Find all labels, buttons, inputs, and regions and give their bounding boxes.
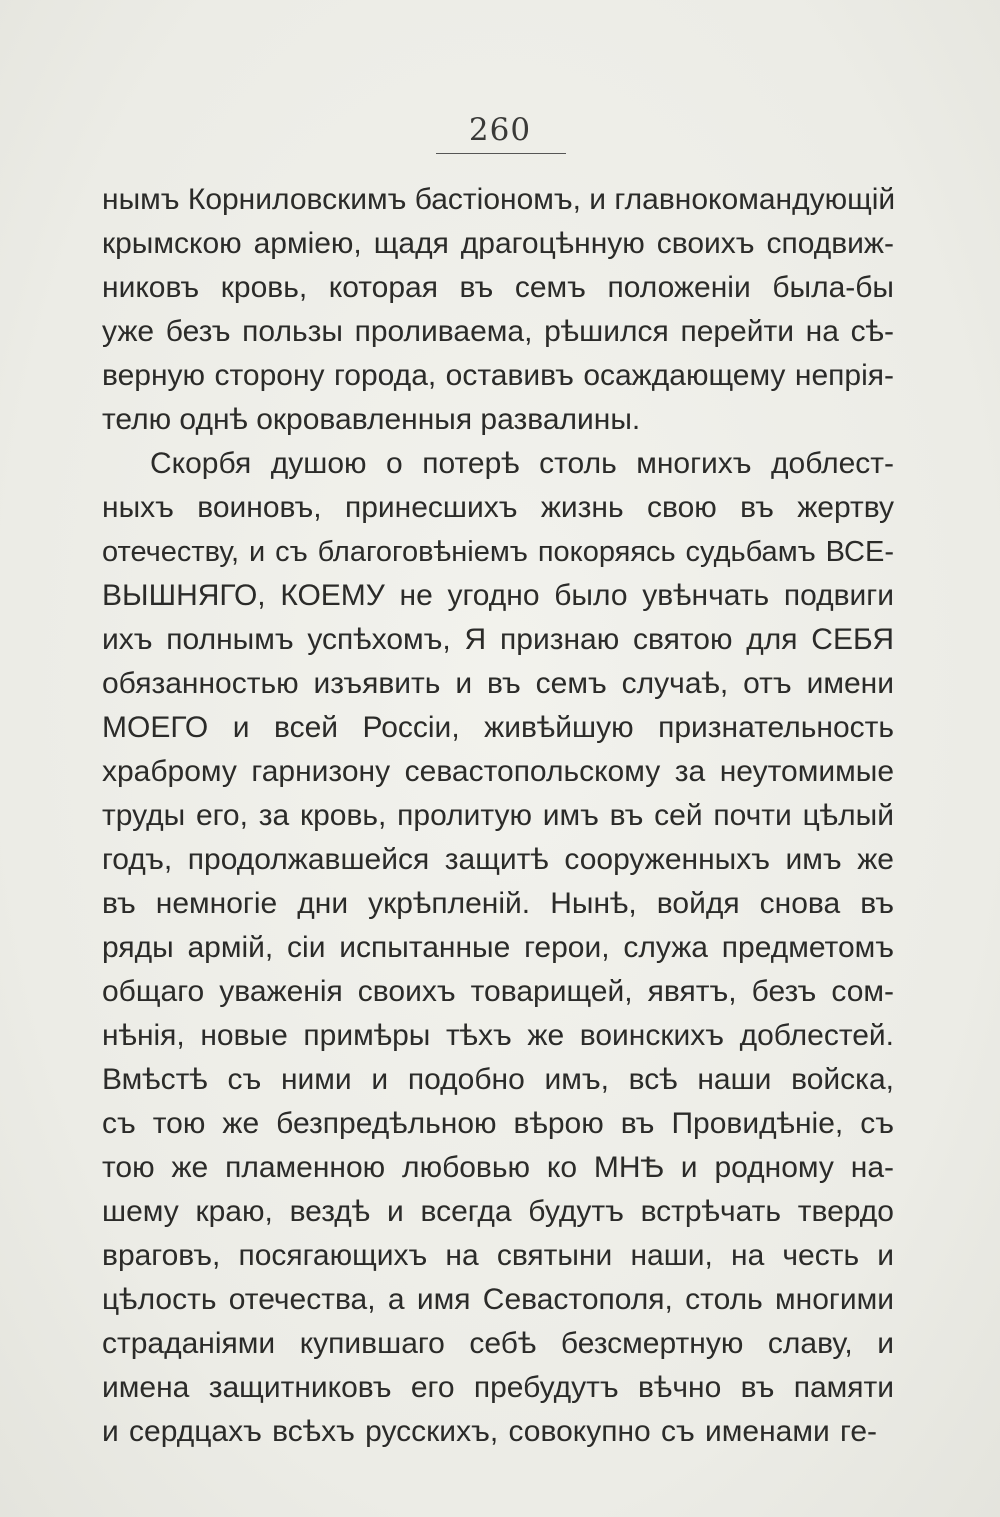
- text-line: цѣлость отечества, а имя Севастополя, столь многими: [102, 1283, 894, 1316]
- text-line: нѣнія, новые примѣры тѣхъ же воинскихъ доблестей.: [102, 1019, 894, 1052]
- text-line: уже безъ пользы проливаема, рѣшился перейти на сѣ-: [102, 315, 894, 348]
- text-line: ряды армій, сіи испытанные герои, служа предметомъ: [102, 931, 894, 964]
- text-line: крымскою арміею, щадя драгоцѣнную своихъ сподвиж-: [102, 227, 894, 260]
- page-number: 260: [468, 112, 532, 148]
- text-line: храброму гарнизону севастопольскому за неутомимые: [102, 755, 894, 788]
- text-line: никовъ кровь, которая въ семъ положеніи была-бы: [102, 271, 894, 304]
- text-line: Вмѣстѣ съ ними и подобно имъ, всѣ наши войска,: [102, 1063, 894, 1096]
- text-line: ныхъ воиновъ, принесшихъ жизнь свою въ жертву: [102, 491, 894, 524]
- header-rule: [436, 153, 566, 154]
- text-line: ВЫШНЯГО, КОЕМУ не угодно было увѣнчать подвиги: [102, 579, 894, 612]
- text-line: отечеству, и съ благоговѣніемъ покоряясь судьбамъ ВСЕ-: [102, 536, 894, 568]
- text-line: телю однѣ окровавленныя развалины.: [102, 403, 641, 436]
- text-line: страданіями купившаго себѣ безсмертную славу, и: [102, 1327, 894, 1360]
- text-line: враговъ, посягающихъ на святыни наши, на честь и: [102, 1239, 894, 1272]
- text-line: труды его, за кровь, пролитую имъ въ сей почти цѣлый: [102, 799, 894, 832]
- text-line: обязанностью изъявить и въ семъ случаѣ, отъ имени: [102, 667, 894, 700]
- text-line: ихъ полнымъ успѣхомъ, Я признаю святою для СЕБЯ: [102, 623, 894, 656]
- text-line: годъ, продолжавшейся защитѣ сооруженныхъ имъ же: [102, 843, 894, 876]
- text-line: общаго уваженія своихъ товарищей, явятъ, безъ сом-: [102, 975, 894, 1008]
- text-line: МОЕГО и всей Россіи, живѣйшую признательность: [102, 711, 894, 744]
- text-line: верную сторону города, оставивъ осаждающему непрія-: [102, 359, 894, 392]
- text-line: тою же пламенною любовью ко МНѢ и родному на-: [102, 1151, 894, 1184]
- text-line: шему краю, вездѣ и всегда будутъ встрѣчать твердо: [102, 1195, 894, 1228]
- text-line: и сердцахъ всѣхъ русскихъ, совокупно съ именами ге-: [102, 1415, 877, 1448]
- text-line: въ немногіе дни укрѣпленій. Нынѣ, войдя снова въ: [102, 887, 894, 920]
- text-line: Скорбя душою о потерѣ столь многихъ доблест-: [150, 447, 894, 480]
- text-line: съ тою же безпредѣльною вѣрою въ Провидѣніе, съ: [102, 1107, 894, 1140]
- text-line: имена защитниковъ его пребудутъ вѣчно въ памяти: [102, 1371, 894, 1404]
- text-line: нымъ Корниловскимъ бастіономъ, и главнокомандующій: [102, 183, 896, 216]
